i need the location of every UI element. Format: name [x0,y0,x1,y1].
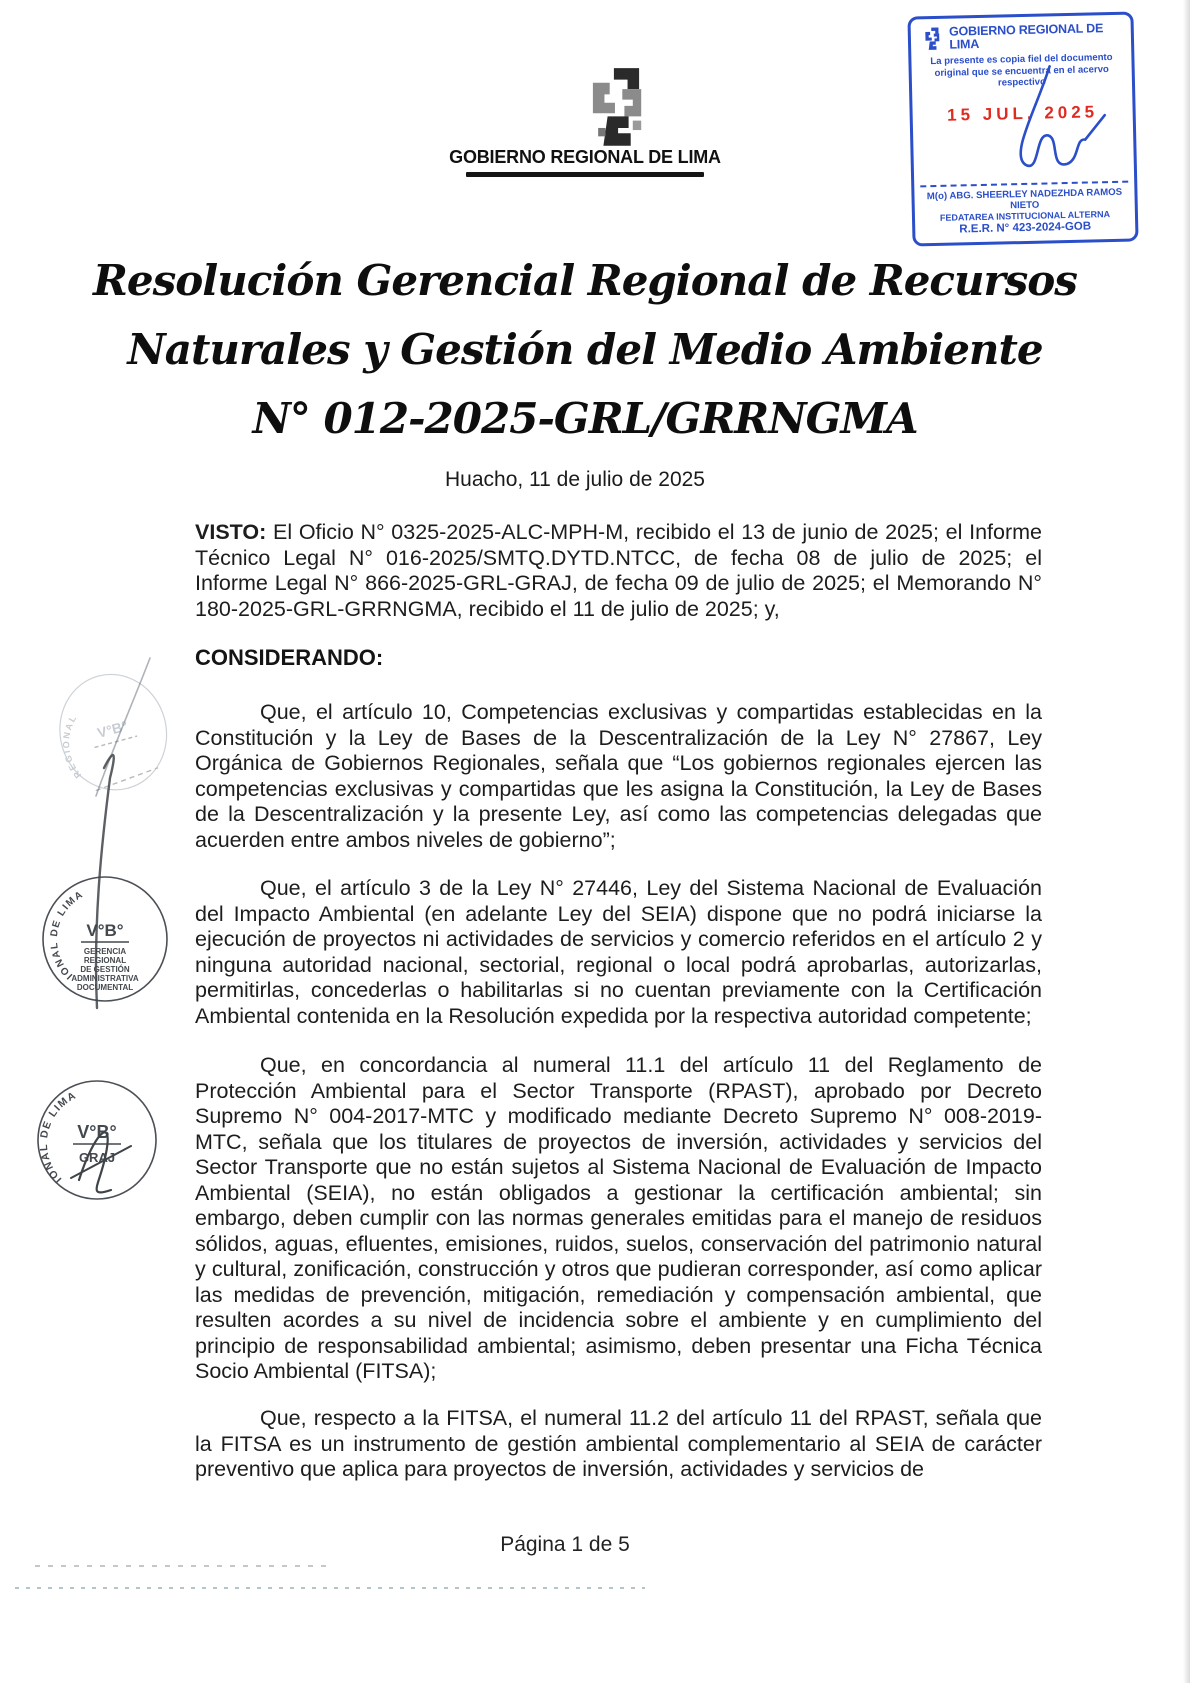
document-title [0,246,1170,453]
title-line-2: Naturales y Gestión del Medio Ambiente [127,325,1043,374]
org-underline [466,172,704,177]
svg-text:REGIONAL: REGIONAL [83,956,127,965]
title-line-1: Resolución Gerencial Regional de Recursos [93,256,1077,305]
vb-stamp-graj [28,1067,161,1204]
vb-mark: V°B° [77,1122,117,1142]
page-number: Página 1 de 5 [500,1533,630,1556]
copy-certification-stamp [907,11,1138,246]
stamp-officer-role: FEDATAREA INSTITUCIONAL ALTERNA [939,209,1111,223]
org-name: GOBIERNO REGIONAL DE LIMA [449,147,721,167]
body-paragraph-4: Que, respecto a la FITSA, el numeral 11.2 del artículo 11 del RPAST, señala que la FITSA es un instrumento de gestión ambiental complementario al SEIA de carácter preventivo que aplica para proyectos de inversión, actividades y servicios de [195,1406,1042,1481]
body-paragraph-1: Que, el artículo 10, Competencias exclusivas y compartidas establecidas en la Constitución y la Ley de Bases de la Descentralización de la Ley N° 27867, Ley Orgánica de Gobiernos Regionales, señala que “Los gobiernos regionales ejercen las competencias exclusivas y compartidas que les asigna la Constitución, la Ley de Bases de la Descentralización y la presente Ley, así como las competencias delegadas que acuerden entre ambos niveles de gobierno”; [195,700,1042,852]
vb-stamp-gestion-administrativa [33,864,172,1006]
body-paragraph-2: Que, el artículo 3 de la Ley N° 27446, Ley del Sistema Nacional de Evaluación del Impacto Ambiental (en adelante Ley del SEIA) dispone que no podrá iniciarse la ejecución de proyectos ni actividades de servicios y comercio referidos en el artículo 2 y ninguna autoridad nacional, sectorial, regional o local podrá aprobarlas, autorizarlas, permitirlas, concederlas o habilitarlas si no cuentan previamente con la Certificación Ambiental contenida en la Resolución expedida por la respectiva autoridad competente; [195,876,1042,1028]
svg-text:DOCUMENTAL: DOCUMENTAL [76,983,134,992]
visto-label: VISTO: [195,520,267,544]
body-paragraph-3: Que, en concordancia al numeral 11.1 del artículo 11 del Reglamento de Protección Ambiental para el Sector Transporte (RPAST), aprobado por Decreto Supremo N° 004-2017-MTC y modificado mediante Decreto Supremo N° 008-2019-MTC, señala que los titulares de proyectos de inversión, actividades y servicios del Sector Transporte que no están sujetos al Sistema Nacional de Evaluación de Impacto Ambiental (SEIA), no están obligados a gestionar la certificación ambiental; sin embargo, deben cumplir con las normas generales emitidas para el manejo de residuos sólidos, aguas, efluentes, emisiones, ruidos, suelos, conservación del patrimonio natural y cultural, zonificación, construcción y otros que pudieran corresponder, así como aplicar las medidas de prevención, mitigación, remediación y compensación ambiental, que resulten acordes a su nivel de incidencia sobre el ambiente y en cumplimiento del principio de responsabilidad ambiental; asimismo, deben presentar una Ficha Técnica Socio Ambiental (FITSA); [195,1053,1042,1383]
svg-text:DE GESTIÓN: DE GESTIÓN [80,965,130,974]
scan-artifact-line [35,1565,330,1567]
stamp-certification-text: La presente es copia fiel del documento original que se encuentra en el acervo respectivo [930,51,1113,89]
stamp-registration-number: R.E.R. N° 423-2024-GOB [959,220,1092,236]
svg-text:GERENCIA: GERENCIA [83,947,127,956]
unit-label: GRAJ [78,1150,116,1165]
vb-stamp-faint [30,654,191,816]
place-and-date-line: Huacho, 11 de julio de 2025 [445,468,705,491]
considerando-heading: CONSIDERANDO: [195,645,384,670]
stamp-org-name: GOBIERNO REGIONAL DE LIMA [948,21,1104,52]
stamp-officer-name: M(o) ABG. SHEERLEY NADEZHDA RAMOS NIETO [926,186,1123,212]
title-line-3: N° 012-2025-GRL/GRRNGMA [252,394,918,443]
svg-text:GOBIERNO REGIONAL: GOBIERNO REGIONAL [30,677,87,785]
stamp-emblem-icon [920,26,945,51]
vb-mark: V°B° [86,921,124,940]
regional-government-logo-icon [584,66,648,150]
scan-artifact-line [15,1587,645,1589]
stamp-date: 15 JUL. 2025 [946,101,1099,125]
svg-text:GOBIERNO REGIONAL DE LIMA: GOBIERNO REGIONAL DE LIMA [33,864,86,981]
vb-mark: V°B° [95,717,130,741]
visto-paragraph: VISTO: El Oficio N° 0325-2025-ALC-MPH-M, recibido el 13 de junio de 2025; el Informe Técnico Legal N° 016-2025/SMTQ.DYTD.NTCC, de fecha 08 de julio de 2025; el Informe Legal N° 866-2025-GRL-GRAJ, de fecha 09 de julio de 2025; el Memorando N° 180-2025-GRL-GRRNGMA, recibido el 11 de julio de 2025; y, [195,520,1042,621]
scan-edge-shadow [1183,0,1190,1683]
svg-text:ADMINISTRATIVA: ADMINISTRATIVA [71,974,139,983]
svg-text:GOBIERNO REGIONAL DE LIMA: GOBIERNO REGIONAL DE LIMA [28,1067,79,1186]
